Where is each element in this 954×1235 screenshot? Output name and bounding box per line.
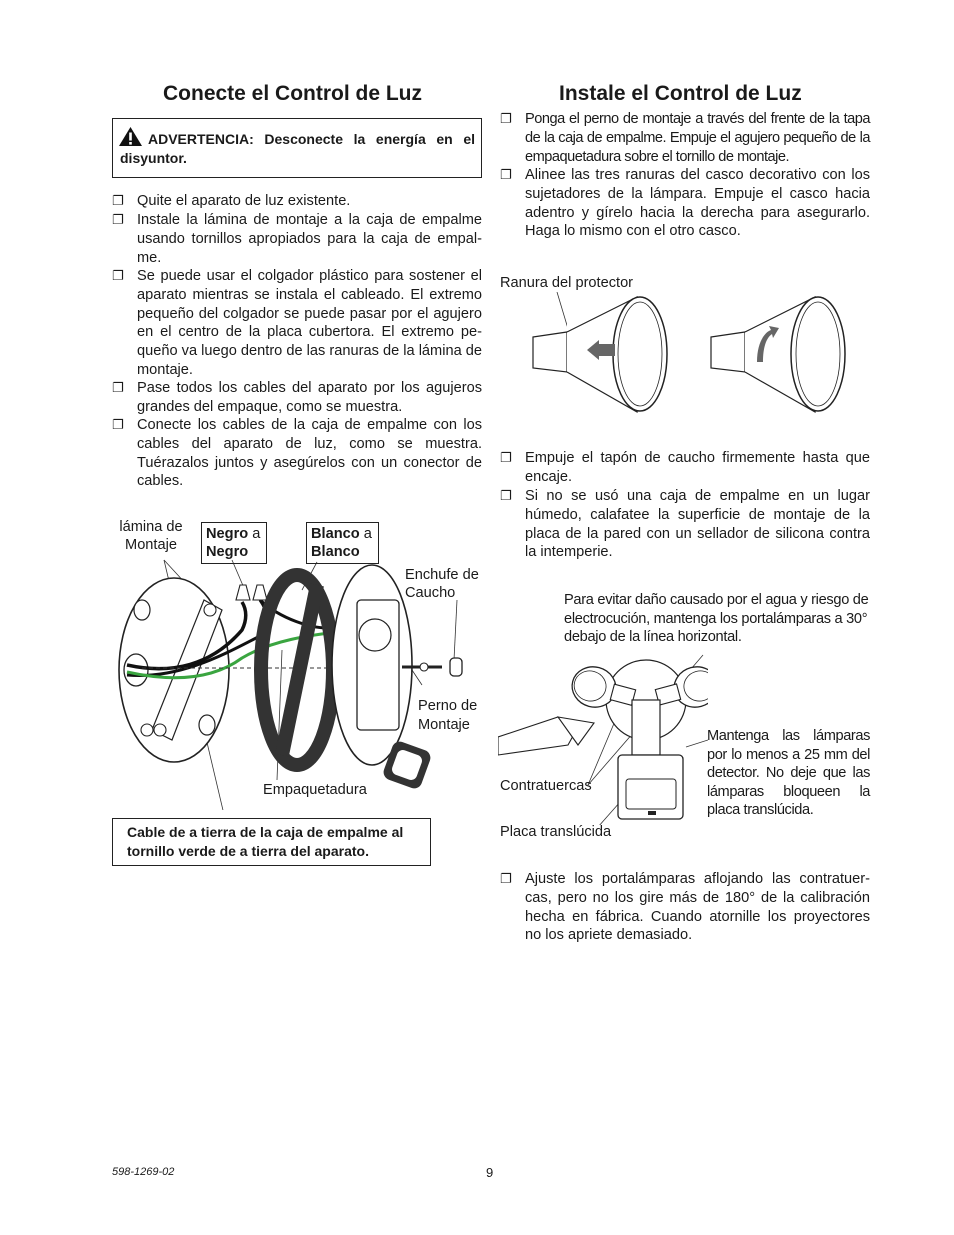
- bullet-marker: ❐: [500, 450, 512, 465]
- lamp-detector-diagram: [498, 645, 708, 825]
- label-negro-box: [201, 522, 267, 564]
- bullet-marker: ❐: [500, 111, 512, 126]
- bullet-marker: ❐: [500, 488, 512, 503]
- bullet-marker: ❐: [500, 871, 512, 886]
- label-placa: Placa translúcida: [500, 824, 612, 840]
- label-empaquetadura: Empaquetadura: [263, 782, 367, 798]
- label-enchufe: Enchufe de Caucho: [405, 567, 479, 601]
- right-bullet-4: Si no se usó una caja de empalme en un lugar húmedo, calafatee la superficie de montaje de la placa de la pared con un sellador de silicona contra la intemperie.: [525, 488, 870, 561]
- label-contratuercas: Contratuercas: [500, 778, 592, 794]
- right-bullet-3: Empuje el tapón de caucho firmemente hasta que encaje.: [525, 450, 870, 485]
- warning-text: ADVERTENCIA: Desconecte la energía en el disyuntor.: [120, 131, 475, 166]
- ground-caption: Cable de a tierra de la caja de empalme al tornillo verde de a tierra del aparato.: [127, 824, 404, 859]
- shield-diagram: [525, 292, 865, 417]
- label-mantenga: Mantenga las lámparas por lo menos a 25 mm del detector. No deje que las lámparas bloqueen la placa translúcida.: [707, 728, 870, 819]
- bullet-marker: ❐: [500, 167, 512, 182]
- label-perno: Perno de Montaje: [418, 698, 478, 733]
- label-water-note: Para evitar daño causado por el agua y riesgo de electrocución, mantenga los portalámparas a 30° debajo de la línea horizontal.: [564, 592, 869, 646]
- warning-box: [112, 118, 482, 178]
- left-bullet-2: Instale la lámina de montaje a la caja de empalme usando tornillos apropiados para la caja de empal-me.: [137, 212, 482, 266]
- bullet-marker: ❐: [112, 417, 124, 432]
- label-lamina: lámina de Montaje: [119, 519, 183, 553]
- left-bullet-5: Conecte los cables de la caja de empalme con los cables del aparato de luz, como se muestra. Tuérazalos juntos y asegúrelos con un conector de cables.: [137, 417, 482, 490]
- left-bullet-1: Quite el aparato de luz existente.: [137, 193, 351, 209]
- label-ranura: Ranura del protector: [500, 275, 634, 291]
- label-negro: Negro a Negro: [206, 526, 261, 560]
- left-bullet-4: Pase todos los cables del aparato por los agujeros grandes del empaque, como se muestra.: [137, 380, 482, 415]
- bullet-marker: ❐: [112, 380, 124, 395]
- left-heading: Conecte el Control de Luz: [163, 82, 423, 105]
- label-blanco: Blanco a Blanco: [311, 526, 372, 560]
- right-bullet-1: Ponga el perno de montaje a través del frente de la tapa de la caja de empalme. Empuje el agujero pequeño de la empaquetadura sobre el tornillo de montaje.: [525, 111, 870, 165]
- bullet-marker: ❐: [112, 212, 124, 227]
- label-blanco-box: [306, 522, 379, 564]
- left-bullet-3: Se puede usar el colgador plástico para sostener el aparato mientras se instala el cableado. El extremo pequeño del colgador se puede pasar por el agujero en el centro de la placa cubertora. El extremo pe-queño va luego dentro de las ranuras de la lámina de montaje.: [137, 268, 482, 378]
- warning-triangle-icon: [118, 126, 143, 147]
- page-number: 9: [486, 1165, 494, 1180]
- bullet-marker: ❐: [112, 268, 124, 283]
- document-code: 598-1269-02: [112, 1166, 175, 1178]
- ground-caption-box: [112, 818, 431, 866]
- right-bullet-5: Ajuste los portalámparas aflojando las contratuer-cas, pero no los gire más de 180° de la calibración hecha en fábrica. Cuando atornille los proyectores no los apriete demasiado.: [525, 871, 870, 944]
- right-heading: Instale el Control de Luz: [559, 82, 802, 105]
- bullet-marker: ❐: [112, 193, 124, 208]
- right-bullet-2: Alinee las tres ranuras del casco decorativo con los sujetadores de la lámpara. Empuje el casco hacia adentro y gírelo hacia la derecha para asegurarlo. Haga lo mismo con el otro casco.: [525, 167, 870, 240]
